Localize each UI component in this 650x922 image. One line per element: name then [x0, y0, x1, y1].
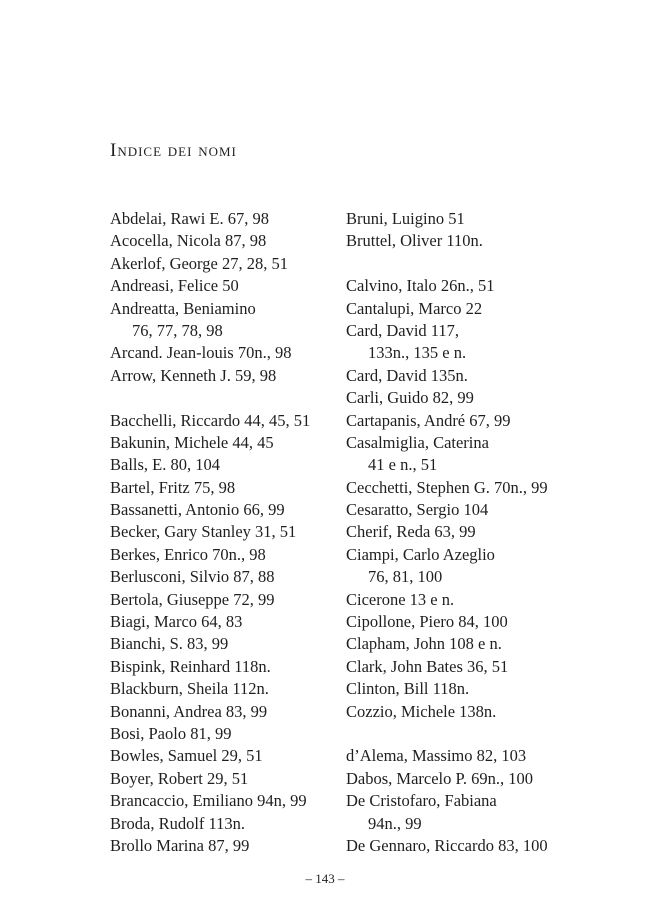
index-entry: Andreasi, Felice 50	[110, 276, 239, 296]
index-entry: Cozzio, Michele 138n.	[346, 701, 497, 721]
index-column-right	[346, 208, 636, 857]
index-entry: Bianchi, S. 83, 99	[110, 634, 229, 654]
index-entry: Cipollone, Piero 84, 100	[346, 612, 508, 632]
index-entry: Berkes, Enrico 70n., 98	[110, 544, 266, 564]
index-entry: Bassanetti, Antonio 66, 99	[110, 500, 285, 520]
index-entry: Bertola, Giuseppe 72, 99	[110, 589, 275, 609]
index-entry: Cesaratto, Sergio 104	[346, 500, 489, 520]
index-entry: Arrow, Kenneth J. 59, 98	[110, 365, 277, 385]
index-entry: Broda, Rudolf 113n.	[110, 813, 246, 833]
index-entry: Biagi, Marco 64, 83	[110, 612, 243, 632]
index-entry: Blackburn, Sheila 112n.	[110, 679, 269, 699]
index-entry: Bowles, Samuel 29, 51	[110, 746, 263, 766]
index-entry: d’Alema, Massimo 82, 103	[346, 746, 527, 766]
index-entry-continuation: 76, 77, 78, 98	[132, 320, 223, 340]
index-entry: Ciampi, Carlo Azeglio	[346, 544, 495, 564]
index-entry: Cantalupi, Marco 22	[346, 298, 483, 318]
index-entry: Card, David 135n.	[346, 365, 468, 385]
index-entry: Becker, Gary Stanley 31, 51	[110, 522, 297, 542]
page-number: – 143 –	[305, 871, 345, 886]
index-entry: Brollo Marina 87, 99	[110, 835, 250, 855]
index-entry: Berlusconi, Silvio 87, 88	[110, 567, 275, 587]
index-entry: De Gennaro, Riccardo 83, 100	[346, 835, 548, 855]
index-heading: Indice dei nomi	[110, 140, 237, 161]
index-entry-continuation: 41 e n., 51	[368, 455, 438, 475]
index-entry: Casalmiglia, Caterina	[346, 432, 489, 452]
index-entry: Card, David 117,	[346, 320, 460, 340]
index-entry: Cecchetti, Stephen G. 70n., 99	[346, 477, 548, 497]
index-entry: Boyer, Robert 29, 51	[110, 768, 249, 788]
index-entry: Carli, Guido 82, 99	[346, 388, 474, 408]
index-spacer	[346, 253, 636, 275]
index-entry: Bonanni, Andrea 83, 99	[110, 701, 268, 721]
index-entry: Dabos, Marcelo P. 69n., 100	[346, 768, 533, 788]
index-entry: Clapham, John 108 e n.	[346, 634, 502, 654]
index-entry: Bispink, Reinhard 118n.	[110, 656, 271, 676]
index-entry: Calvino, Italo 26n., 51	[346, 276, 495, 296]
index-entry-continuation: 133n., 135 e n.	[368, 343, 467, 363]
index-entry-continuation: 76, 81, 100	[368, 567, 443, 587]
index-entry: Brancaccio, Emiliano 94n, 99	[110, 791, 307, 811]
index-entry: Andreatta, Beniamino	[110, 298, 256, 318]
index-entry: Bacchelli, Riccardo 44, 45, 51	[110, 410, 311, 430]
index-entry: Abdelai, Rawi E. 67, 98	[110, 209, 270, 228]
index-entry: Cicerone 13 e n.	[346, 589, 455, 609]
index-entry: Clinton, Bill 118n.	[346, 679, 470, 699]
index-entry: Cartapanis, André 67, 99	[346, 410, 511, 430]
index-entry: Cherif, Reda 63, 99	[346, 522, 476, 542]
index-entry: Bruni, Luigino 51	[346, 209, 465, 228]
index-column-left	[110, 208, 335, 857]
index-entry: Bartel, Fritz 75, 98	[110, 477, 236, 497]
index-entry: Clark, John Bates 36, 51	[346, 656, 509, 676]
index-spacer	[346, 723, 636, 745]
index-entry: Bruttel, Oliver 110n.	[346, 231, 483, 251]
index-entry: Balls, E. 80, 104	[110, 455, 220, 475]
index-entry: Acocella, Nicola 87, 98	[110, 231, 267, 251]
index-entry: Bakunin, Michele 44, 45	[110, 432, 274, 452]
index-entry: Bosi, Paolo 81, 99	[110, 723, 232, 743]
index-entry-continuation: 94n., 99	[368, 813, 422, 833]
index-entry: Arcand. Jean-louis 70n., 98	[110, 343, 292, 363]
index-entry: De Cristofaro, Fabiana	[346, 791, 497, 811]
index-spacer	[110, 387, 335, 409]
index-entry: Akerlof, George 27, 28, 51	[110, 253, 288, 273]
